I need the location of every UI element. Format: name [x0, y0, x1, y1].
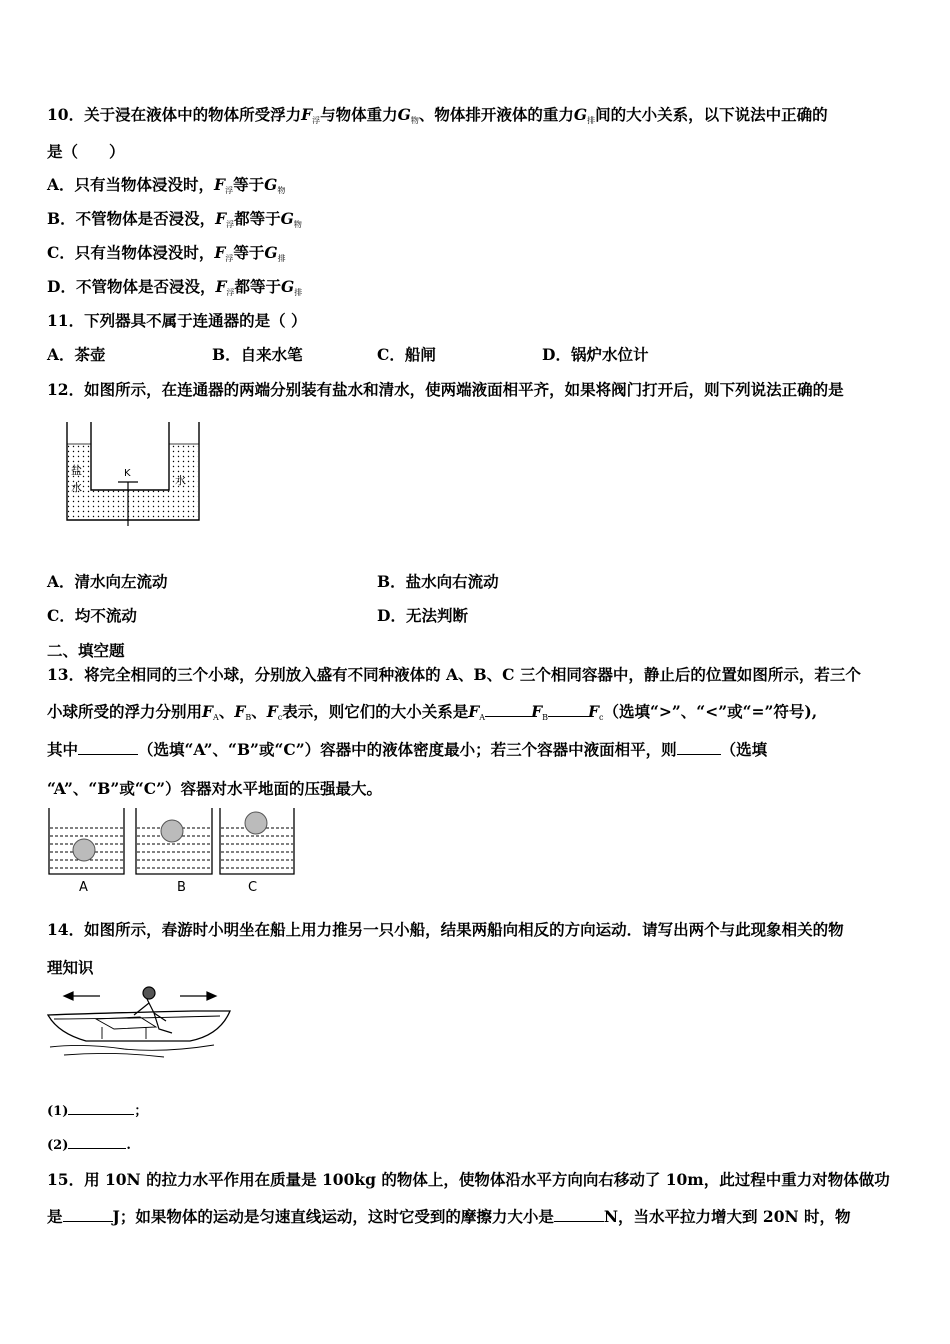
container-b	[136, 808, 212, 874]
q14-line2: 理知识	[47, 958, 94, 977]
q12-option-d: D．无法判断	[377, 606, 468, 625]
label-c: C	[248, 880, 258, 895]
blank-least-density[interactable]	[78, 740, 138, 755]
saltwater-label-2: 水	[71, 481, 82, 494]
container-c	[220, 808, 294, 874]
q14-line1: 14．如图所示，春游时小明坐在船上用力推另一只小船，结果两船向相反的方向运动．请写出两个与此现象相关的物	[47, 920, 844, 939]
q11-option-b: B．自来水笔	[212, 345, 303, 364]
ball-b	[161, 820, 183, 842]
q10-option-c: C．只有当物体浸没时，$F_浮$等于$G_排$	[47, 243, 286, 263]
blank-fb-fc[interactable]	[548, 702, 588, 717]
boy	[134, 987, 172, 1033]
q13-line3: 其中 （选填“A”、“B”或“C”）容器中的液体密度最小；若三个容器中液面相平，则 （选填	[47, 740, 768, 759]
q13-line4: “A”、“B”或“C”）容器对水平地面的压强最大。	[47, 779, 382, 798]
q14-blank-2: (2) .	[47, 1134, 131, 1153]
q10-option-d: D．不管物体是否浸没，$F_浮$都等于$G_排$	[47, 277, 303, 297]
q11-option-c: C．船闸	[377, 345, 436, 364]
blank-fa-fb[interactable]	[485, 702, 531, 717]
connected-vessel-figure	[62, 420, 207, 530]
blank-friction[interactable]	[554, 1207, 604, 1222]
blank-knowledge-1[interactable]	[68, 1100, 134, 1115]
section-heading: 二、填空题	[47, 641, 125, 660]
q11-option-a: A．茶壶	[47, 345, 106, 364]
q14-blank-1: (1) ；	[47, 1100, 147, 1119]
q10-stem-line1: 10．关于浸在液体中的物体所受浮力$F_浮$与物体重力$G_物$、物体排开液体的重力$G_排$间的大小关系，以下说法中正确的	[47, 105, 828, 125]
q12-option-a: A．清水向左流动	[47, 572, 168, 591]
boat-figure	[44, 983, 234, 1063]
freshwater-label: 水	[175, 474, 186, 487]
valve-label: K	[124, 468, 131, 479]
right-arrow	[180, 992, 216, 1000]
left-arrow	[64, 992, 100, 1000]
q10-stem-line2: 是（ ）	[47, 142, 125, 161]
q11-option-d: D．锅炉水位计	[542, 345, 649, 364]
boat	[48, 1011, 230, 1041]
water-lines	[50, 1045, 214, 1057]
q13-line1: 13．将完全相同的三个小球，分别放入盛有不同种液体的 A、B、C 三个相同容器中，静止后的位置如图所示，若三个	[47, 665, 861, 684]
q15-line2: 是 J；如果物体的运动是匀速直线运动，这时它受到的摩擦力大小是 N，当水平拉力增大到 20N 时，物	[47, 1207, 851, 1226]
q15-line1: 15．用 10N 的拉力水平作用在质量是 100kg 的物体上，使物体沿水平方向向右移动了 10m，此过程中重力对物体做功	[47, 1170, 890, 1189]
q13-line2: 小球所受的浮力分别用$F_A$、$F_B$、$F_c$表示，则它们的大小关系是$F_A$ $F_B$ $F_c$（选填“>”、“<”或“=”符号),	[47, 702, 818, 722]
q11-stem: 11．下列器具不属于连通器的是（ ）	[47, 311, 307, 330]
three-containers-figure	[44, 806, 299, 896]
blank-max-pressure[interactable]	[677, 740, 721, 755]
q12-option-c: C．均不流动	[47, 606, 137, 625]
blank-gravity-work[interactable]	[63, 1207, 113, 1222]
q10-option-a: A．只有当物体浸没时，$F_浮$等于$G_物$	[47, 175, 286, 195]
ball-c	[245, 812, 267, 834]
q12-option-b: B．盐水向右流动	[377, 572, 499, 591]
label-a: A	[79, 880, 88, 895]
q10-option-b: B．不管物体是否浸没，$F_浮$都等于$G_物$	[47, 209, 302, 229]
container-a	[49, 808, 124, 874]
q12-stem: 12．如图所示，在连通器的两端分别装有盐水和清水，使两端液面相平齐，如果将阀门打开后，则下列说法正确的是	[47, 380, 844, 399]
label-b: B	[177, 880, 186, 895]
ball-a	[73, 839, 95, 861]
saltwater-label-1: 盐	[71, 464, 82, 477]
blank-knowledge-2[interactable]	[68, 1134, 126, 1149]
